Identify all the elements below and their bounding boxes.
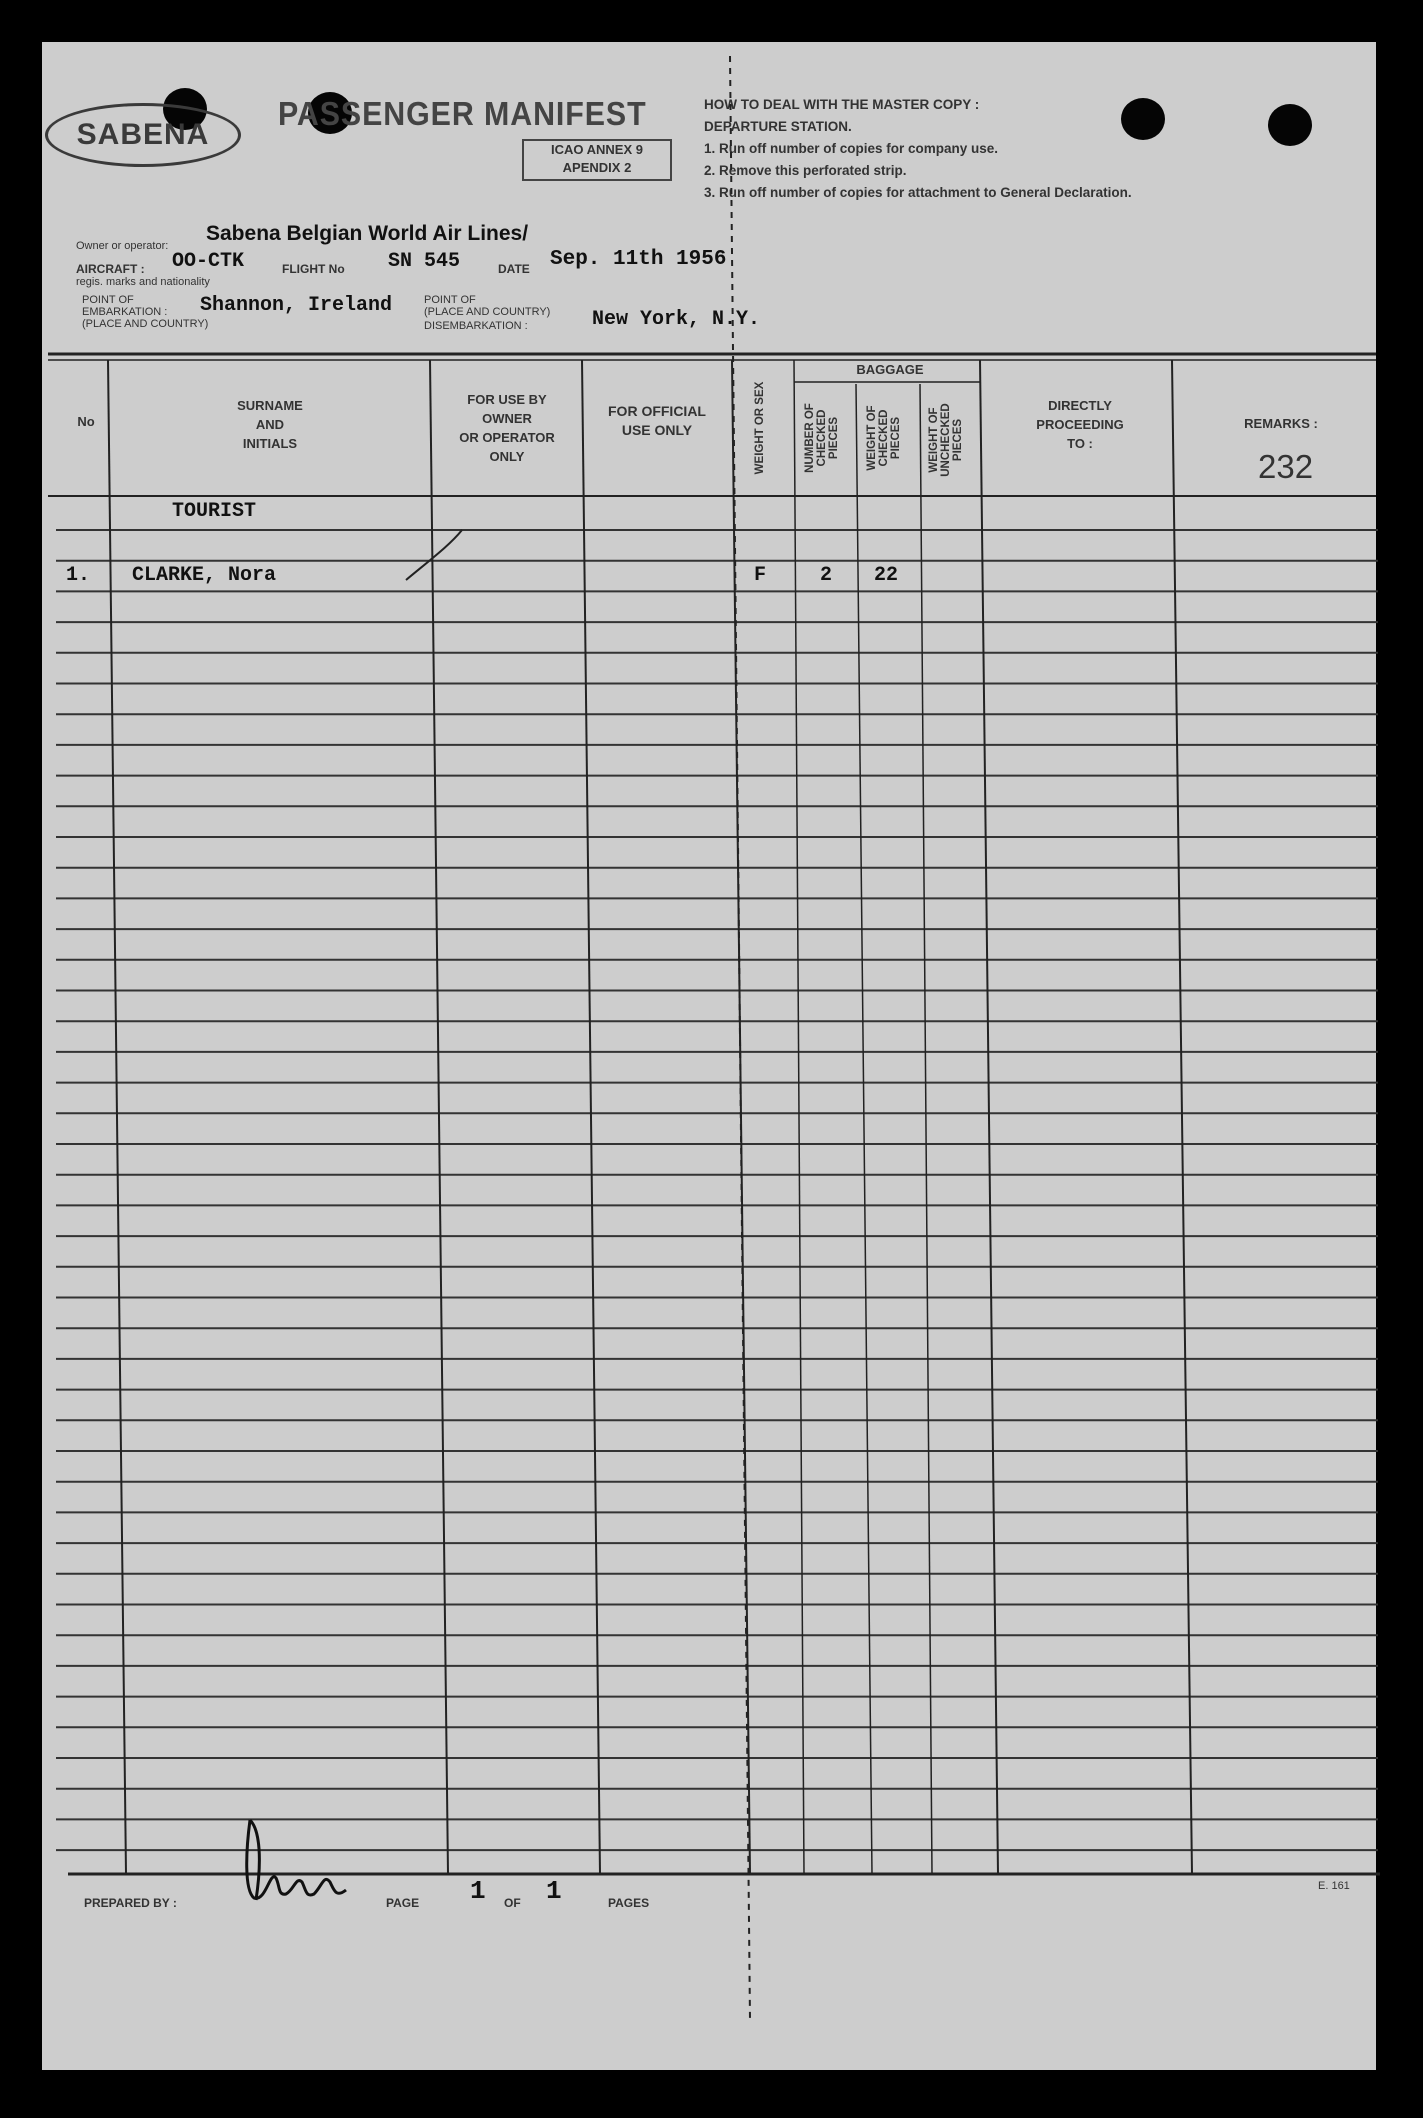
passenger-checked-pieces: 2 xyxy=(820,564,833,587)
instructions-title: HOW TO DEAL WITH THE MASTER COPY : xyxy=(704,97,980,112)
date-label: DATE xyxy=(498,262,530,276)
disembark-label-3: DISEMBARKATION : xyxy=(424,320,528,332)
disembark-value: New York, N.Y. xyxy=(592,308,761,331)
embark-label-2: EMBARKATION : xyxy=(82,306,168,318)
col-baggage: BAGGAGE xyxy=(856,362,924,377)
owner-label: Owner or operator: xyxy=(76,240,169,252)
col-surname-2: AND xyxy=(255,417,285,432)
col-directly-1: DIRECTLY xyxy=(1048,398,1112,413)
col-checked-number-3: PIECES xyxy=(828,416,840,460)
col-checked-number-2: CHECKED xyxy=(816,409,828,467)
instructions-sub: DEPARTURE STATION. xyxy=(704,119,852,134)
signature xyxy=(236,1790,356,1920)
col-surname-3: INITIALS xyxy=(242,436,298,451)
col-owner-3: OR OPERATOR xyxy=(459,430,555,445)
flight-value: SN 545 xyxy=(388,250,461,273)
passenger-checked-weight: 22 xyxy=(874,564,899,587)
passenger-name: CLARKE, Nora xyxy=(132,564,277,587)
icao-line-1: ICAO ANNEX 9 xyxy=(551,142,643,157)
col-checked-weight-2: CHECKED xyxy=(878,409,890,467)
embark-value: Shannon, Ireland xyxy=(200,294,393,317)
owner-value: Sabena Belgian World Air Lines/ xyxy=(206,222,529,245)
regis-label: regis. marks and nationality xyxy=(76,276,210,288)
col-owner-2: OWNER xyxy=(482,411,532,426)
passenger-sex: F xyxy=(754,564,767,587)
col-directly xyxy=(1000,396,1160,453)
date-value: Sep. 11th 1956 xyxy=(550,248,727,271)
col-unchecked-weight xyxy=(928,388,964,492)
col-checked-weight-1: WEIGHT OF xyxy=(866,405,878,471)
page-label: PAGE xyxy=(386,1896,420,1910)
instruction-3: 3. Run off number of copies for attachment to General Declaration. xyxy=(704,185,1132,200)
col-official xyxy=(590,402,724,440)
embark-label-3: (PLACE AND COUNTRY) xyxy=(82,318,209,330)
col-owner-1: FOR USE BY xyxy=(467,392,547,407)
aircraft-label: AIRCRAFT : xyxy=(76,262,145,276)
disembark-label-1: POINT OF xyxy=(424,294,476,306)
flight-label: FLIGHT No xyxy=(282,262,345,276)
col-checked-weight-3: PIECES xyxy=(890,416,902,460)
icao-line-2: APENDIX 2 xyxy=(562,160,632,175)
col-official-2: USE ONLY xyxy=(621,422,693,438)
sabena-logo: SABENA xyxy=(45,103,241,167)
col-unchecked-weight-1: WEIGHT OF xyxy=(928,407,940,473)
serial-number: 232 xyxy=(1258,448,1314,485)
form-title: PASSENGER MANIFEST xyxy=(278,95,647,132)
col-checked-number-1: NUMBER OF xyxy=(804,403,816,473)
col-surname-1: SURNAME xyxy=(237,398,303,413)
col-remarks: REMARKS : xyxy=(1244,416,1318,431)
instruction-1: 1. Run off number of copies for company use. xyxy=(704,141,999,156)
prepared-by-label: PREPARED BY : xyxy=(84,1896,177,1910)
page-value: 1 xyxy=(470,1876,486,1906)
col-unchecked-weight-2: UNCHECKED xyxy=(940,403,952,477)
aircraft-value: OO-CTK xyxy=(172,250,245,273)
col-weight-sex: WEIGHT OR SEX xyxy=(754,381,766,475)
embark-label-1: POINT OF xyxy=(82,294,134,306)
passenger-no: 1. xyxy=(66,564,91,587)
col-no: No xyxy=(77,414,95,429)
col-official-1: FOR OFFICIAL xyxy=(608,403,706,419)
col-directly-3: TO : xyxy=(1067,436,1093,451)
of-label: OF xyxy=(504,1896,521,1910)
col-directly-2: PROCEEDING xyxy=(1036,417,1124,432)
instruction-2: 2. Remove this perforated strip. xyxy=(704,163,907,178)
disembark-label-2: (PLACE AND COUNTRY) xyxy=(424,306,551,318)
pages-label: PAGES xyxy=(608,1896,650,1910)
col-checked-number xyxy=(804,388,840,488)
form-code: E. 161 xyxy=(1318,1880,1350,1892)
col-surname xyxy=(180,396,360,453)
of-value: 1 xyxy=(546,1876,562,1906)
col-unchecked-weight-3: PIECES xyxy=(952,418,964,462)
col-checked-weight xyxy=(866,388,902,488)
section-label: TOURIST xyxy=(172,500,257,523)
col-owner xyxy=(440,390,574,466)
col-owner-4: ONLY xyxy=(489,449,525,464)
